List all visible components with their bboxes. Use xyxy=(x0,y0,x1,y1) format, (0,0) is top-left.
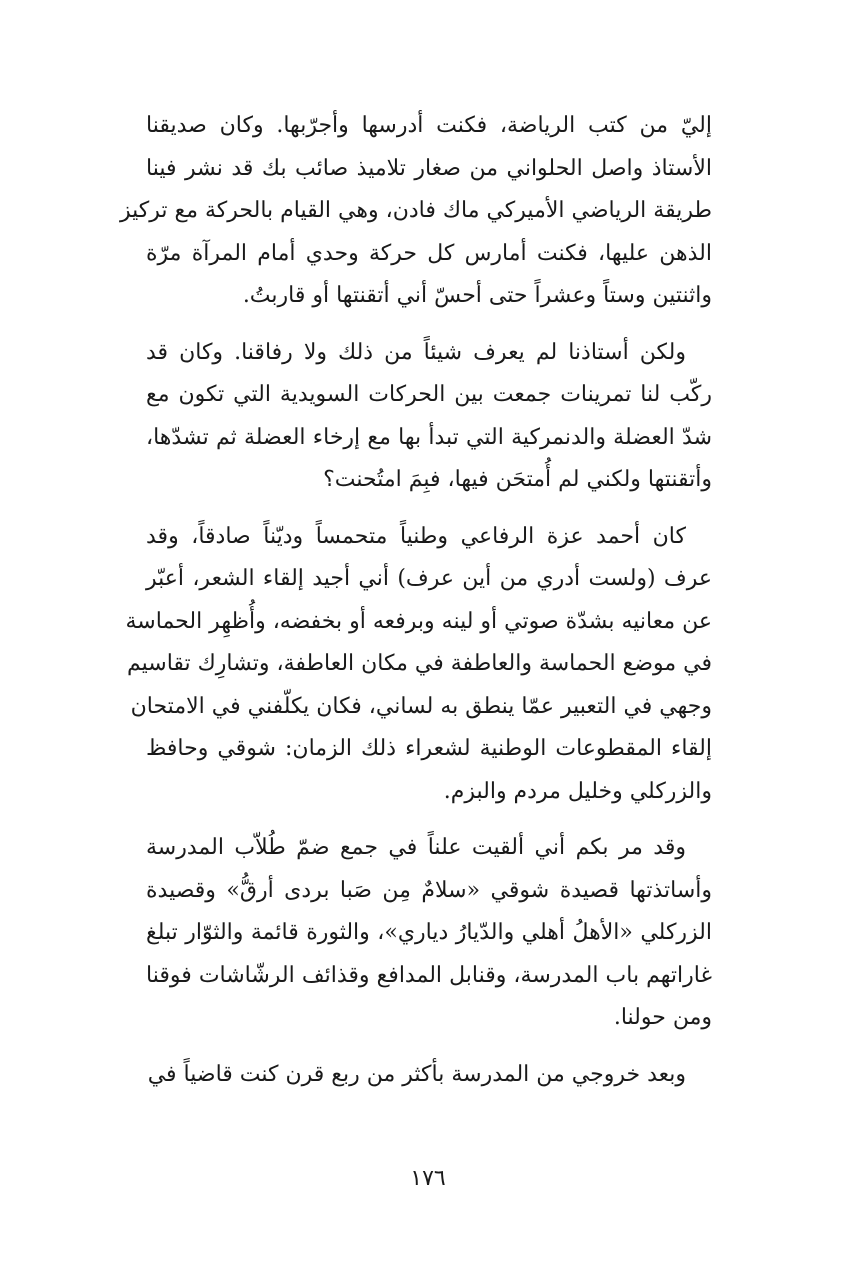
text-line: عرف (ولست أدري من أين عرف) أني أجيد إلقاء الشعر، أعبّر xyxy=(146,566,712,591)
text-line: وأساتذتها قصيدة شوقي «سلامٌ مِن صَبا بردى أرقُّ» وقصيدة xyxy=(146,877,712,903)
text-line: في موضع الحماسة والعاطفة في مكان العاطفة، وتشارِك تقاسيم xyxy=(126,651,712,676)
paragraph-5 xyxy=(146,1054,712,1097)
text-line: ركّب لنا تمرينات جمعت بين الحركات السويدية التي تكون مع xyxy=(146,382,712,407)
text-line: وأتقنتها ولكني لم أُمتحَن فيها، فبِمَ امتُحنت؟ xyxy=(323,467,712,492)
text-line: الذهن عليها، فكنت أمارس كل حركة وحدي أمام المرآة مرّة xyxy=(146,240,712,266)
paragraph-2 xyxy=(146,332,712,502)
text-line: وقد مر بكم أني ألقيت علناً في جمع ضمّ طُلاّب المدرسة xyxy=(146,835,686,860)
text-line: ومن حولنا. xyxy=(613,1005,712,1030)
text-line: عن معانيه بشدّة صوتي أو لينه وبرفعه أو بخفضه، وأُظهِر الحماسة xyxy=(125,608,712,634)
text-line: والزركلي وخليل مردم والبزم. xyxy=(443,778,712,804)
paragraph-4 xyxy=(146,827,712,1040)
text-line: إليّ من كتب الرياضة، فكنت أدرسها وأجرّبها. وكان صديقنا xyxy=(146,113,712,138)
text-line: كان أحمد عزة الرفاعي وطنياً متحمساً وديّناً صادقاً، وقد xyxy=(146,523,686,549)
text-line: وجهي في التعبير عمّا ينطق به لساني، فكان يكلّفني في الامتحان xyxy=(130,693,712,719)
text-line: واثنتين وستاً وعشراً حتى أحسّ أني أتقنتها أو قاربتُ. xyxy=(242,283,712,308)
body-text xyxy=(120,105,712,1110)
text-line: إلقاء المقطوعات الوطنية لشعراء ذلك الزمان: شوقي وحافظ xyxy=(146,736,712,761)
page-number: ١٧٦ xyxy=(410,1166,446,1191)
text-line: شدّ العضلة والدنمركية التي تبدأ بها مع إرخاء العضلة ثم تشدّها، xyxy=(146,424,712,450)
text-line: الزركلي «الأهلُ أهلي والدّيارُ دياري»، والثورة قائمة والثوّار تبلغ xyxy=(146,920,712,945)
text-line: وبعد خروجي من المدرسة بأكثر من ربع قرن كنت قاضياً في xyxy=(147,1061,686,1087)
text-line: الأستاذ واصل الحلواني من صغار تلاميذ صائب بك قد نشر فينا xyxy=(146,155,712,181)
text-line: غاراتهم باب المدرسة، وقنابل المدافع وقذائف الرشّاشات فوقنا xyxy=(146,962,712,988)
text-line: ولكن أستاذنا لم يعرف شيئاً من ذلك ولا رفاقنا. وكان قد xyxy=(146,339,686,365)
text-line: طريقة الرياضي الأميركي ماك فادن، وهي القيام بالحركة مع تركيز xyxy=(120,198,712,223)
paragraph-3 xyxy=(125,516,712,814)
paragraph-1 xyxy=(120,105,712,318)
